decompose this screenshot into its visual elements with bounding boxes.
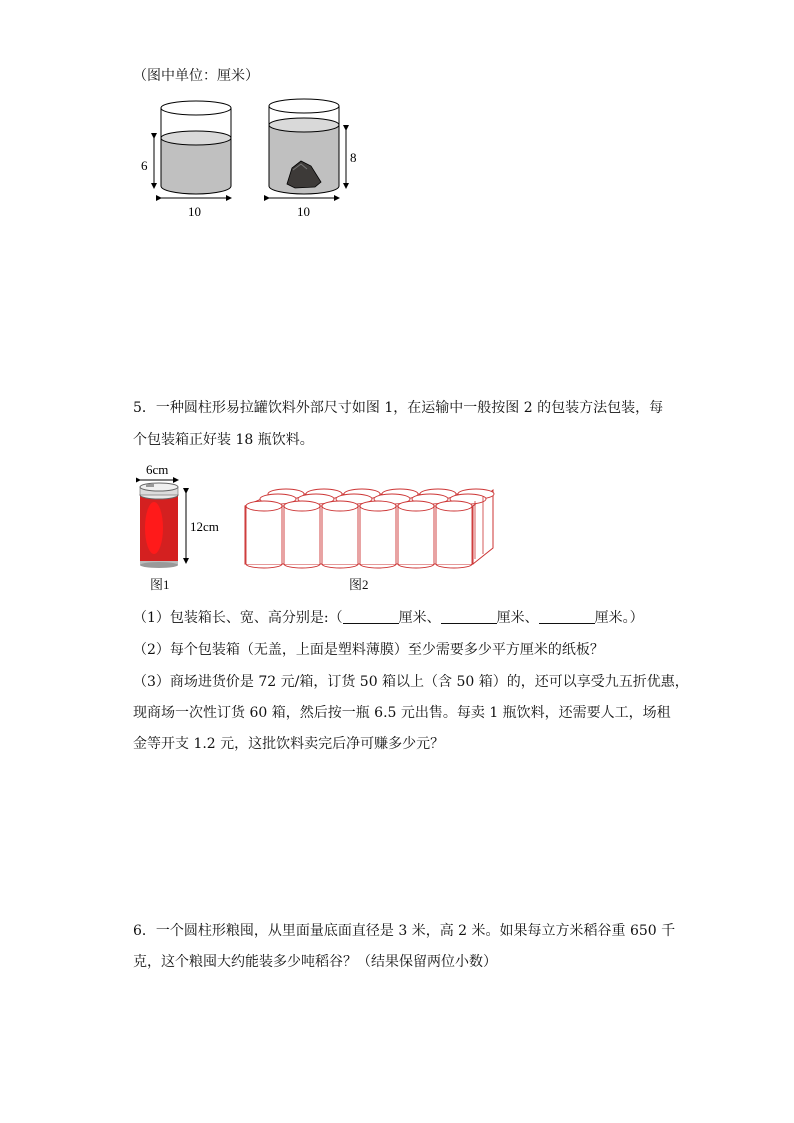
q5-line2: 个包装箱正好装 18 瓶饮料。 [133,432,314,448]
q5-sub2: （2）每个包装箱（无盖，上面是塑料薄膜）至少需要多少平方厘米的纸板？ [133,642,604,658]
length-blank[interactable] [343,609,399,624]
fig2-caption: 图2 [349,577,369,592]
can-body [360,506,396,564]
q5-line1: 5．一种圆柱形易拉罐饮料外部尺寸如图 1，在运输中一般按图 2 的包装方法包装，每 [133,400,664,416]
can-bottom [360,564,396,568]
can-bottom [436,564,472,568]
q5-sub1 [133,608,644,628]
q6-line1: 6．一个圆柱形粮囤，从里面量底面直径是 3 米，高 2 米。如果每立方米稻谷重 650 千 [133,923,676,939]
can-bottom [398,564,434,568]
can-top [360,501,396,511]
can-top [436,501,472,511]
left-beaker [141,101,231,219]
can-top [322,501,358,511]
can-height-label: 12cm [190,519,219,534]
q5-sub3-line1: （3）商场进货价是 72 元/箱，订货 50 箱以上（含 50 箱）的，还可以享受九五折优惠， [133,674,689,690]
right-height-label: 8 [350,150,357,165]
can-body [284,506,320,564]
sub1-suffix: 厘米。） [594,610,644,626]
can-bottom [284,564,320,568]
right-width-label: 10 [297,204,310,219]
left-width-label: 10 [188,204,201,219]
sub1-unit-a: 厘米、 [398,610,441,626]
q5-sub3-line3: 金等开支 1.2 元，这批饮料卖完后净可赚多少元？ [133,736,445,752]
can-bottom [322,564,358,568]
can-body [322,506,358,564]
can-width-label: 6cm [146,462,169,477]
can-body [436,506,472,564]
height-blank[interactable] [539,609,595,624]
sub1-unit-b: 厘米、 [496,610,539,626]
sub1-prefix: （1）包装箱长、宽、高分别是:（ [133,610,343,626]
q5-sub3-line2: 现商场一次性订货 60 箱，然后按一瓶 6.5 元出售。每卖 1 瓶饮料，还需要人工，场租 [133,705,671,721]
can-top [284,501,320,511]
figure-unit-note: （图中单位：厘米） [133,68,259,84]
packing-box-figure [243,480,498,570]
can-top [246,501,282,511]
width-blank[interactable] [441,609,497,624]
beaker-figure [135,98,365,223]
can-body [398,506,434,564]
can-top [398,501,434,511]
can-body [246,506,282,564]
q6-line2: 克，这个粮囤大约能装多少吨稻谷？（结果保留两位小数） [133,954,497,970]
left-height-label: 6 [141,158,148,173]
can-bottom [246,564,282,568]
right-beaker [269,99,357,219]
soda-can-figure [136,460,236,570]
fig1-caption: 图1 [150,577,170,592]
